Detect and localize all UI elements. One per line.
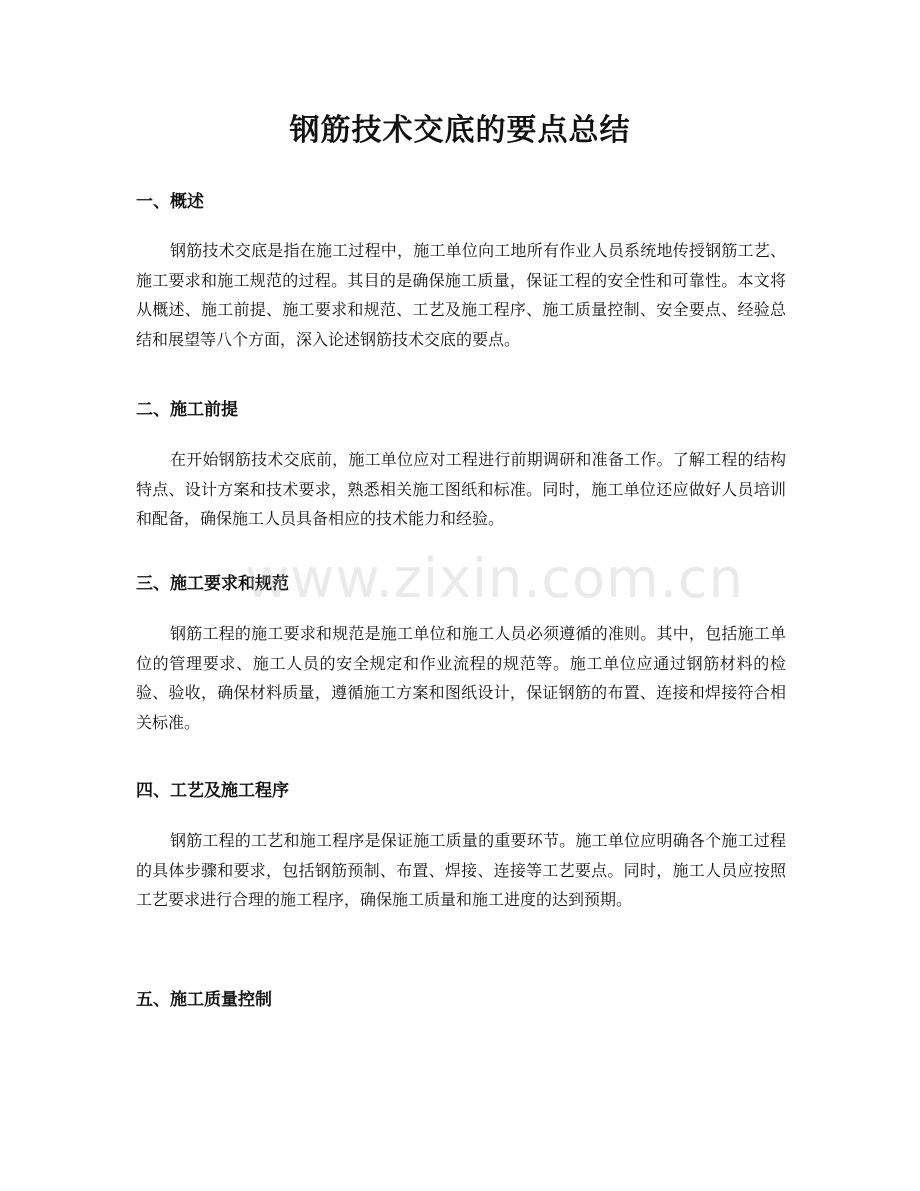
section-heading-prerequisites: 二、施工前提	[136, 400, 238, 420]
section-body-prerequisites: 在开始钢筋技术交底前，施工单位应对工程进行前期调研和准备工作。了解工程的结构特点、设计方案和技术要求，熟悉相关施工图纸和标准。同时，施工单位还应做好人员培训和配备，确保施工人员具备相应的技术能力和经验。	[136, 450, 786, 528]
section-heading-requirements: 三、施工要求和规范	[136, 574, 289, 594]
section-body-overview: 钢筋技术交底是指在施工过程中，施工单位向工地所有作业人员系统地传授钢筋工艺、施工要求和施工规范的过程。其目的是确保施工质量，保证工程的安全性和可靠性。本文将从概述、施工前提、施工要求和规范、工艺及施工程序、施工质量控制、安全要点、经验总结和展望等八个方面，深入论述钢筋技术交底的要点。	[136, 241, 786, 349]
section-heading-overview: 一、概述	[136, 192, 204, 212]
section-heading-process: 四、工艺及施工程序	[136, 781, 289, 801]
watermark-text: www.zixin.com.cn	[245, 547, 744, 610]
section-body-requirements: 钢筋工程的施工要求和规范是施工单位和施工人员必须遵循的准则。其中，包括施工单位的管理要求、施工人员的安全规定和作业流程的规范等。施工单位应通过钢筋材料的检验、验收，确保材料质量，遵循施工方案和图纸设计，保证钢筋的布置、连接和焊接符合相关标准。	[136, 624, 786, 732]
section-heading-quality-control: 五、施工质量控制	[136, 990, 272, 1010]
section-body-process: 钢筋工程的工艺和施工程序是保证施工质量的重要环节。施工单位应明确各个施工过程的具体步骤和要求，包括钢筋预制、布置、焊接、连接等工艺要点。同时，施工人员应按照工艺要求进行合理的施工程序，确保施工质量和施工进度的达到预期。	[136, 831, 786, 909]
document-title: 钢筋技术交底的要点总结	[289, 113, 631, 148]
